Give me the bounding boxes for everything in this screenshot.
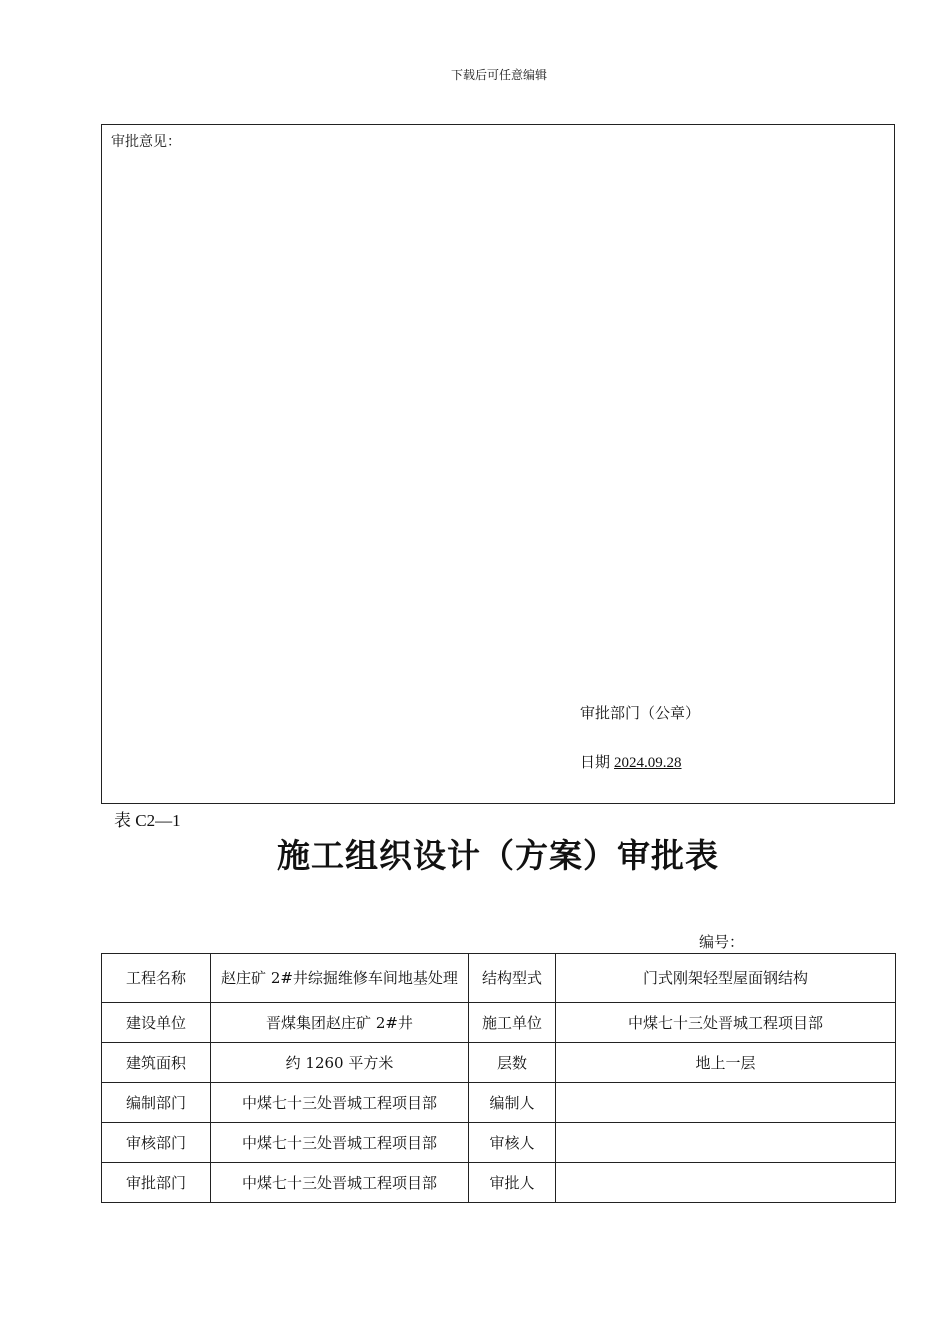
form-title: 施工组织设计（方案）审批表 xyxy=(277,836,719,875)
table-cell-value: 中煤七十三处晋城工程项目部 xyxy=(211,1083,469,1123)
form-code: 表 C2—1 xyxy=(114,811,181,830)
table-cell-label: 工程名称 xyxy=(102,954,211,1003)
table-cell-label: 审核部门 xyxy=(102,1123,211,1163)
project-info-table xyxy=(101,953,896,1203)
date-value: 2024.09.28 xyxy=(614,755,682,771)
table-cell-value: 中煤七十三处晋城工程项目部 xyxy=(211,1123,469,1163)
serial-number-label: 编号： xyxy=(699,933,745,951)
table-row xyxy=(102,1003,896,1043)
table-cell-value xyxy=(556,1163,896,1203)
table-cell-value: 赵庄矿 2#井综掘维修车间地基处理 xyxy=(211,954,469,1003)
approval-opinion-label: 审批意见： xyxy=(111,134,181,150)
table-cell-label: 建设单位 xyxy=(102,1003,211,1043)
table-row xyxy=(102,1043,896,1083)
table-row xyxy=(102,1083,896,1123)
table-cell-label: 编制部门 xyxy=(102,1083,211,1123)
table-cell-value: 地上一层 xyxy=(556,1043,896,1083)
approval-department-seal: 审批部门（公章） xyxy=(580,704,701,722)
table-cell-value: 中煤七十三处晋城工程项目部 xyxy=(556,1003,896,1043)
table-cell-label: 审批部门 xyxy=(102,1163,211,1203)
table-cell-label: 施工单位 xyxy=(469,1003,556,1043)
table-cell-label: 结构型式 xyxy=(469,954,556,1003)
table-cell-label: 审核人 xyxy=(469,1123,556,1163)
table-cell-label: 建筑面积 xyxy=(102,1043,211,1083)
header-note: 下载后可任意编辑 xyxy=(450,68,547,82)
table-row xyxy=(102,1123,896,1163)
table-cell-value xyxy=(556,1083,896,1123)
approval-date-line xyxy=(580,751,696,772)
table-cell-label: 层数 xyxy=(469,1043,556,1083)
table-cell-label: 编制人 xyxy=(469,1083,556,1123)
table-row xyxy=(102,954,896,1003)
table-cell-value xyxy=(556,1123,896,1163)
table-cell-label: 审批人 xyxy=(469,1163,556,1203)
table-cell-value: 中煤七十三处晋城工程项目部 xyxy=(211,1163,469,1203)
approval-opinion-box xyxy=(101,124,895,804)
table-cell-value: 晋煤集团赵庄矿 2#井 xyxy=(211,1003,469,1043)
table-cell-value: 约 1260 平方米 xyxy=(211,1043,469,1083)
table-row xyxy=(102,1163,896,1203)
date-label: 日期 xyxy=(580,753,611,771)
table-cell-value: 门式刚架轻型屋面钢结构 xyxy=(556,954,896,1003)
